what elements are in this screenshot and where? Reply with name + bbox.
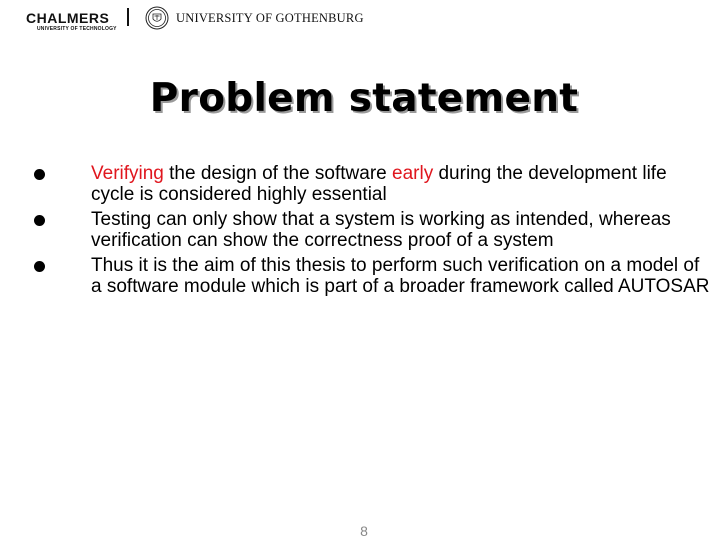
- bullet-item: [30, 255, 710, 297]
- bullet-text: [91, 163, 710, 205]
- chalmers-logo-subtitle: UNIVERSITY OF TECHNOLOGY: [37, 26, 117, 32]
- bullet-text: [91, 255, 710, 297]
- highlighted-text: early: [392, 163, 434, 184]
- university-seal-icon: [145, 6, 169, 30]
- bullet-dot-icon: [34, 261, 45, 272]
- text-segment: the design of the software: [163, 163, 393, 184]
- text-segment: Testing can only show that a system is working as intended, whereas verification can show the correctness proof of a system: [91, 209, 671, 251]
- bullet-dot-icon: [34, 169, 45, 180]
- chalmers-logo: CHALMERS: [26, 10, 110, 26]
- gothenburg-logo: UNIVERSITY OF GOTHENBURG: [176, 11, 364, 25]
- bullet-item: [30, 209, 710, 251]
- text-segment: during the development life cycle is considered highly essential: [91, 163, 667, 205]
- bullet-list: [30, 163, 710, 301]
- bullet-text: [91, 209, 710, 251]
- page-number: 8: [360, 523, 368, 539]
- slide-title: Problem statement: [149, 76, 579, 121]
- slide-header: [0, 0, 728, 40]
- bullet-item: [30, 163, 710, 205]
- text-segment: Thus it is the aim of this thesis to perform such verification on a model of a software module which is part of a broader framework called AUTOSAR: [91, 255, 710, 297]
- logo-separator: [127, 8, 129, 26]
- highlighted-text: Verifying: [91, 163, 164, 184]
- bullet-dot-icon: [34, 215, 45, 226]
